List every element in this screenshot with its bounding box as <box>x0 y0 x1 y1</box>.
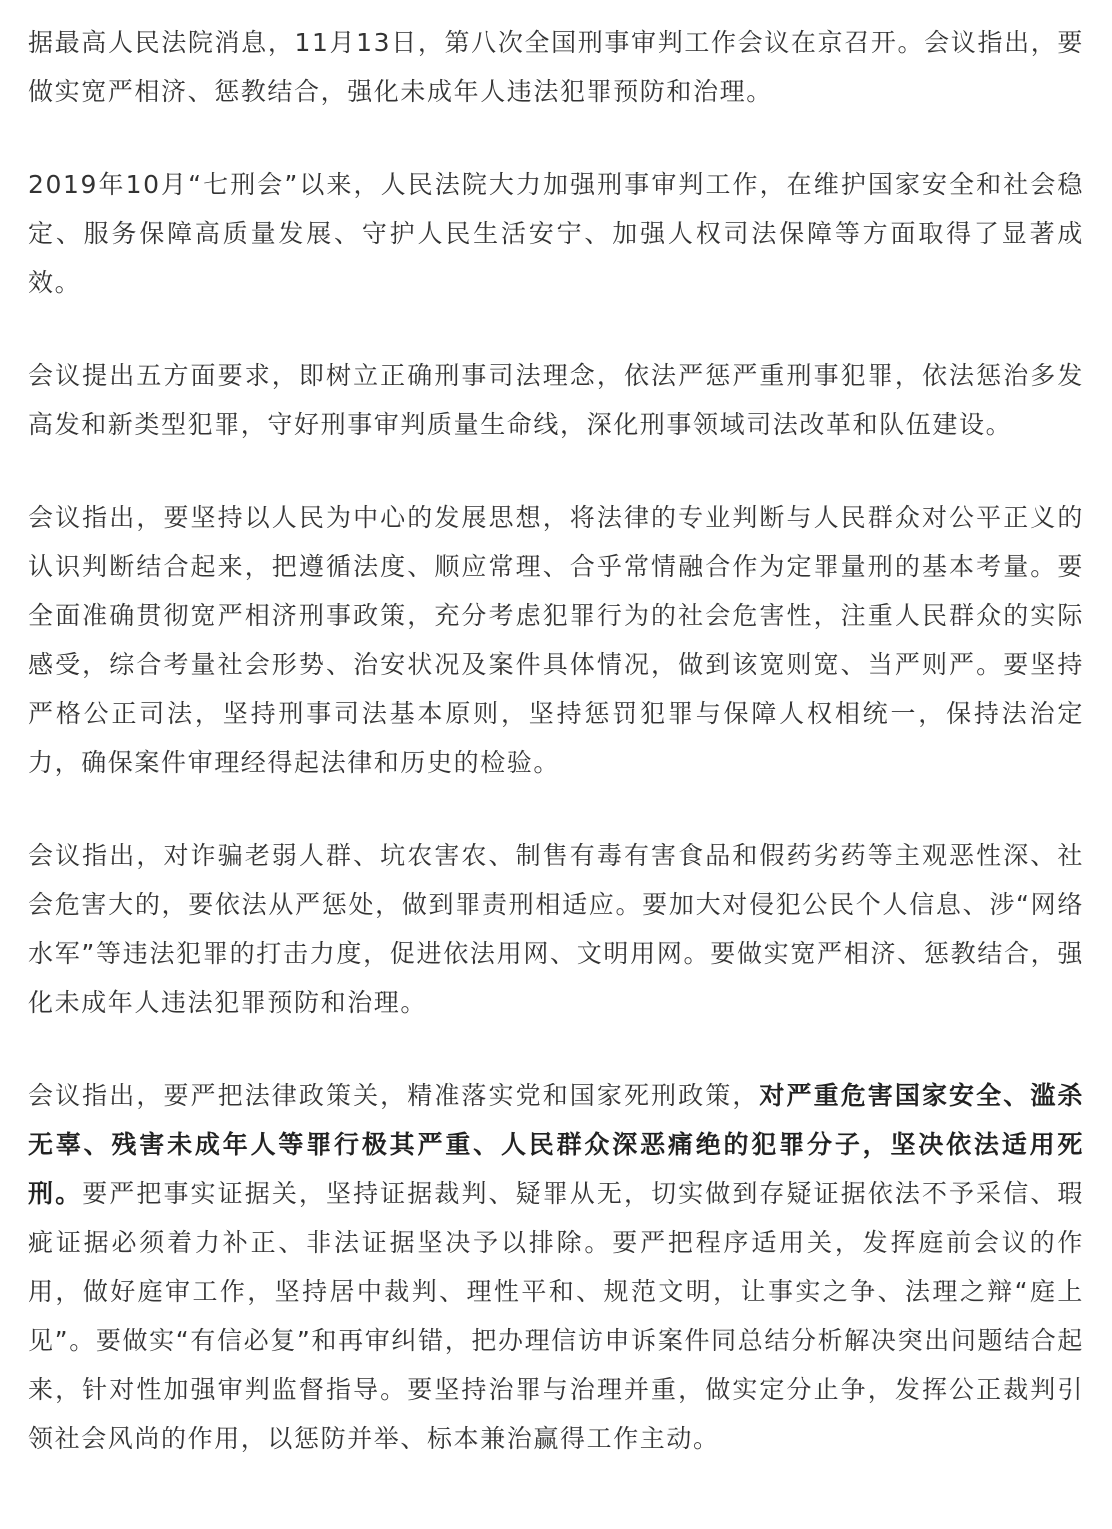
paragraph-five-requirements: 会议提出五方面要求，即树立正确刑事司法理念，依法严惩严重刑事犯罪，依法惩治多发高发和新类型犯罪，守好刑事审判质量生命线，深化刑事领域司法改革和队伍建设。 <box>28 361 1084 439</box>
paragraph-rest-text: 要严把事实证据关，坚持证据裁判、疑罪从无，切实做到存疑证据依法不予采信、瑕疵证据必须着力补正、非法证据坚决予以排除。要严把程序适用关，发挥庭前会议的作用，做好庭审工作，坚持居中裁判、理性平和、规范文明，让事实之争、法理之辩“庭上见”。要做实“有信必复”和再审纠错，把办理信访申诉案件同总结分析解决突出问题结合起来，针对性加强审判监督指导。要坚持治罪与治理并重，做实定分止争，发挥公正裁判引领社会风尚的作用，以惩防并举、标本兼治赢得工作主动。 <box>28 1179 1085 1453</box>
bold-emphasis-text: 对严重危害国家安全、滥杀无辜、残害未成年人等罪行极其严重、人民群众深恶痛绝的犯罪分子，坚决依法适用死刑。 <box>28 1081 1085 1208</box>
paragraph-death-penalty-policy <box>28 1071 1084 1463</box>
paragraph-people-centered: 会议指出，要坚持以人民为中心的发展思想，将法律的专业判断与人民群众对公平正义的认识判断结合起来，把遵循法度、顺应常理、合乎常情融合作为定罪量刑的基本考量。要全面准确贯彻宽严相济刑事政策，充分考虑犯罪行为的社会危害性，注重人民群众的实际感受，综合考量社会形势、治安状况及案件具体情况，做到该宽则宽、当严则严。要坚持严格公正司法，坚持刑事司法基本原则，坚持惩罚犯罪与保障人权相统一，保持法治定力，确保案件审理经得起法律和历史的检验。 <box>28 503 1084 777</box>
paragraph-strict-punishment: 会议指出，对诈骗老弱人群、坑农害农、制售有毒有害食品和假药劣药等主观恶性深、社会危害大的，要依法从严惩处，做到罪责刑相适应。要加大对侵犯公民个人信息、涉“网络水军”等违法犯罪的打击力度，促进依法用网、文明用网。要做实宽严相济、惩教结合，强化未成年人违法犯罪预防和治理。 <box>28 841 1084 1017</box>
paragraph-lead-text: 会议指出，要严把法律政策关，精准落实党和国家死刑政策， <box>28 1081 760 1110</box>
paragraph-meeting-opening: 据最高人民法院消息，11月13日，第八次全国刑事审判工作会议在京召开。会议指出，要做实宽严相济、惩教结合，强化未成年人违法犯罪预防和治理。 <box>28 28 1084 106</box>
article-body <box>28 18 1084 1463</box>
paragraph-achievements: 2019年10月“七刑会”以来，人民法院大力加强刑事审判工作，在维护国家安全和社会稳定、服务保障高质量发展、守护人民生活安宁、加强人权司法保障等方面取得了显著成效。 <box>28 170 1084 297</box>
